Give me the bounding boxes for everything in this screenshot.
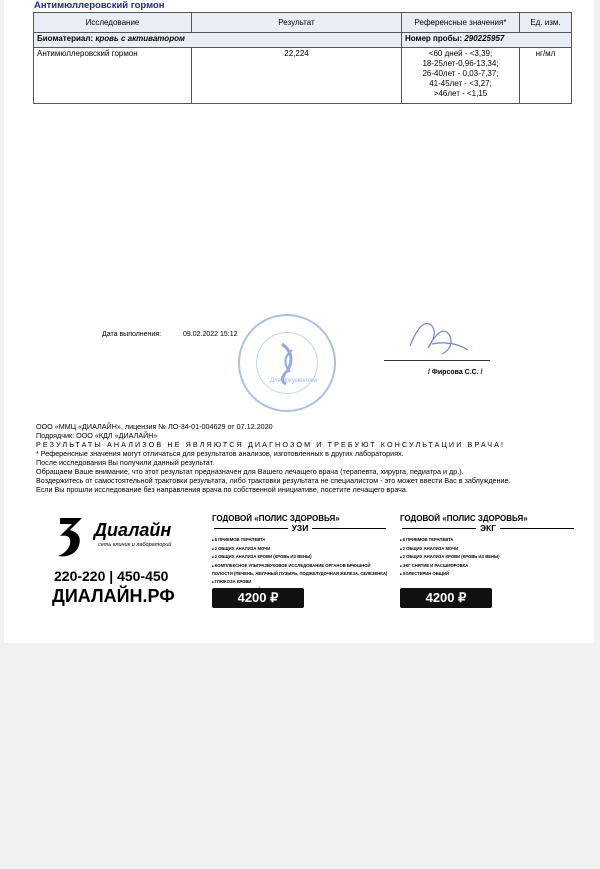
sample-cell [402, 33, 572, 48]
reference-line: <60 дней - <3,39; [428, 49, 493, 58]
logo-name: Диалайн [94, 520, 172, 540]
footer-note: После исследования Вы получили данный результат. [36, 458, 215, 467]
biomaterial-value: кровь с активатором [95, 34, 185, 43]
offer-list [400, 536, 578, 579]
stamp-emblem [238, 314, 336, 412]
completion-date: 09.02.2022 15:12 [183, 331, 238, 338]
offer-subtitle: УЗИ [210, 523, 390, 533]
header-unit: Ед. изм. [520, 13, 572, 33]
footer-note: Обращаем Ваше внимание, что этот результат предназначен для Вашего лечащего врача (терапевта, хирурга, педиатра и др.). [36, 467, 464, 476]
signature-scribble [402, 314, 472, 358]
advertisement-banner [50, 506, 570, 618]
footer-note: Воздержитесь от самостоятельной трактовки результата, либо трактовки результата не специалистом - это может ввести Вас в заблуждение. [36, 476, 511, 485]
reference-line: 18-25лет-0,96-13,34; [422, 59, 499, 68]
offer-title: ГОДОВОЙ «ПОЛИС ЗДОРОВЬЯ» [212, 514, 340, 523]
biomaterial-label: Биоматериал: [37, 34, 94, 43]
footer-warning: РЕЗУЛЬТАТЫ АНАЛИЗОВ НЕ ЯВЛЯЮТСЯ ДИАГНОЗОМ И ТРЕБУЮТ КОНСУЛЬТАЦИИ ВРАЧА! [36, 440, 506, 449]
offer-title: ГОДОВОЙ «ПОЛИС ЗДОРОВЬЯ» [400, 514, 528, 523]
dialine-logo-icon [54, 512, 88, 560]
sample-label: Номер пробы: [405, 34, 463, 43]
stamp-seal [238, 314, 336, 412]
list-item: ■ 2 ОБЩИХ АНАЛИЗА КРОВИ (КРОВЬ ИЗ ВЕНЫ) [400, 553, 578, 562]
list-item: ■ ГЛЮКОЗА КРОВИ [212, 578, 390, 587]
offer-list [212, 536, 390, 595]
signature-name: / Фирсова С.С. / [428, 369, 483, 376]
list-item: ■ КОМПЛЕКСНОЕ УЛЬТРАЗВУКОВОЕ ИССЛЕДОВАНИЕ ОРГАНОВ БРЮШНОЙ ПОЛОСТИ (ПЕЧЕНЬ, ЖЕЛЧНЫЙ ПУЗЫРЬ, ПОДЖЕЛУДОЧНАЯ ЖЕЛЕЗА, СЕЛЕЗЕНКА) [212, 562, 390, 578]
list-item: ■ ЭКГ СНЯТИЕ И РАСШИФРОВКА [400, 562, 578, 571]
footer-note: Если Вы прошли исследование без направления врача по собственной инициативе, посетите лечащего врача. [36, 485, 408, 494]
stamp-text: Для документов [270, 378, 318, 384]
list-item: ■ ХОЛЕСТЕРИН ОБЩИЙ [400, 570, 578, 579]
list-item: ■ 6 ПРИЕМОВ ТЕРАПЕВТА [400, 536, 578, 545]
reference-line: >46лет - <1,15 [433, 89, 488, 98]
biomaterial-cell [34, 33, 402, 48]
offer-box-ecg [398, 514, 578, 579]
list-item: ■ 2 ОБЩИХ АНАЛИЗА МОЧИ [400, 545, 578, 554]
reference-line: 26-40лет - 0,03-7,37; [422, 69, 499, 78]
header-result: Результат [192, 13, 402, 33]
reference-values [402, 48, 520, 104]
website: ДИАЛАЙН.РФ [52, 586, 175, 606]
sample-value: 290225957 [464, 34, 505, 43]
header-reference: Референсные значения* [402, 13, 520, 33]
reference-line: 41-45лет - <3,27; [429, 79, 492, 88]
table-row [34, 48, 572, 104]
list-item: ■ 2 ОБЩИХ АНАЛИЗА МОЧИ [212, 545, 390, 554]
phone-numbers: 220-220 | 450-450 [54, 568, 169, 584]
footer-note: * Референсные значения могут отличаться для результатов анализов, изготовленных в других лабораториях. [36, 449, 404, 458]
test-result: 22,224 [192, 48, 402, 104]
results-table [33, 12, 572, 104]
test-name: Антимюллеровский гормон [34, 48, 192, 104]
signature-line [384, 360, 490, 361]
table-header-row [34, 13, 572, 33]
test-unit: нг/мл [520, 48, 572, 104]
offer-box-uzi [210, 514, 390, 595]
offer-subtitle: ЭКГ [398, 523, 578, 533]
price-badge: 4200 ₽ [400, 588, 492, 608]
footer-contractor: Подрядчик: ООО «КДЛ «ДИАЛАЙН» [36, 431, 158, 440]
document-page [4, 0, 594, 643]
footer-license: ООО «ММЦ «ДИАЛАЙН», лицензия № ЛО-34-01-004629 от 07.12.2020 [36, 422, 273, 431]
list-item: ■ 6 ПРИЕМОВ ТЕРАПЕВТА [212, 536, 390, 545]
logo-subtitle: сеть клиник и лабораторий [98, 542, 172, 548]
completion-label: Дата выполнения: [102, 331, 162, 338]
list-item: ■ 2 ОБЩИХ АНАЛИЗА КРОВИ (КРОВЬ ИЗ ВЕНЫ) [212, 553, 390, 562]
price-badge: 4200 ₽ [212, 588, 304, 608]
document-title: Антимюллеровский гормон [34, 0, 165, 11]
header-test: Исследование [34, 13, 192, 33]
biomaterial-row [34, 33, 572, 48]
